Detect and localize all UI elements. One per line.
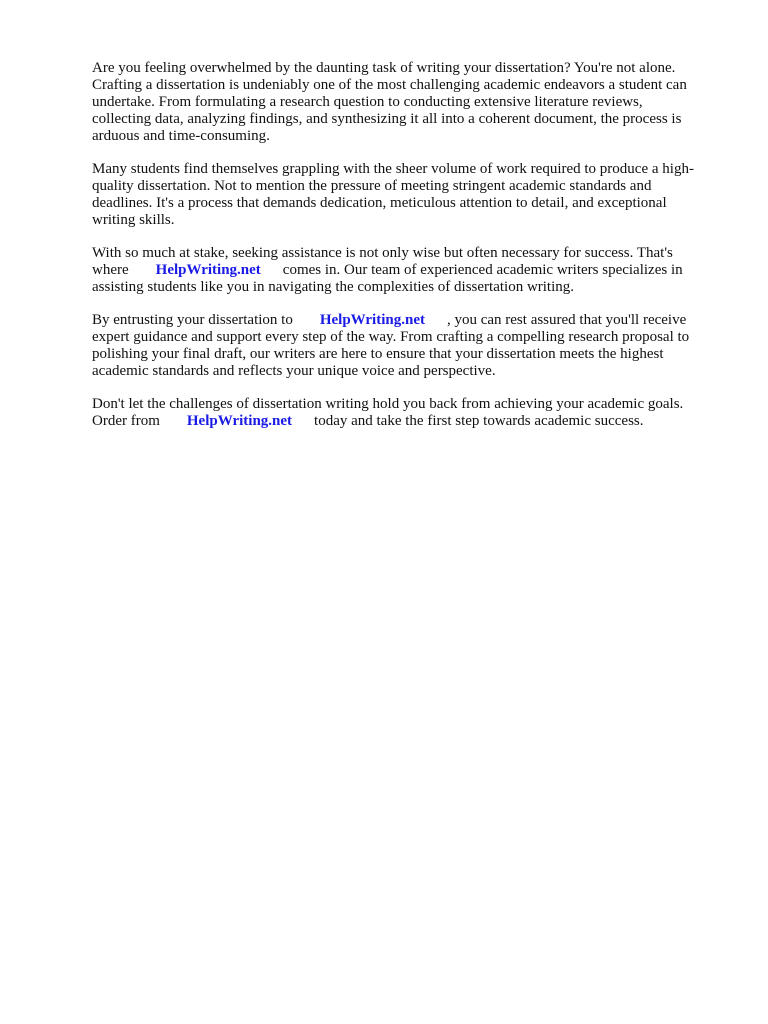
text-segment: By entrusting your dissertation to: [92, 312, 293, 328]
text-line: arduous and time-consuming.: [92, 128, 270, 144]
text-line: expert guidance and support every step of the way. From crafting a compelling research proposal to: [92, 329, 690, 345]
text-segment: , you can rest assured that you'll receive: [446, 312, 687, 328]
text-line: quality dissertation. Not to mention the pressure of meeting stringent academic standards and: [92, 178, 652, 194]
text-line: With so much at stake, seeking assistance is not only wise but often necessary for success. That's: [92, 245, 673, 261]
text-line: [92, 312, 722, 329]
text-segment: where: [92, 262, 129, 278]
paragraph-assistance: [92, 245, 722, 296]
text-line: Many students find themselves grappling with the sheer volume of work required to produce a high-: [92, 161, 694, 177]
text-line: Don't let the challenges of dissertation writing hold you back from achieving your academic goals.: [92, 396, 684, 412]
paragraph-entrust: [92, 312, 722, 380]
text-line: deadlines. It's a process that demands dedication, meticulous attention to detail, and exceptional: [92, 195, 667, 211]
text-line: assisting students like you in navigating the complexities of dissertation writing.: [92, 279, 575, 295]
text-line: undertake. From formulating a research question to conducting extensive literature reviews,: [92, 94, 643, 110]
text-segment: Order from: [92, 413, 160, 429]
text-line: academic standards and reflects your unique voice and perspective.: [92, 363, 496, 379]
text-line: writing skills.: [92, 212, 175, 228]
text-line: Are you feeling overwhelmed by the daunting task of writing your dissertation? You're not alone.: [92, 60, 676, 76]
text-line: polishing your final draft, our writers are here to ensure that your dissertation meets the highest: [92, 346, 664, 362]
helpwriting-link[interactable]: HelpWriting.net: [155, 262, 261, 278]
paragraph-closing: [92, 396, 722, 430]
text-line: collecting data, analyzing findings, and synthesizing it all into a coherent document, the process is: [92, 111, 682, 127]
text-line: Crafting a dissertation is undeniably one of the most challenging academic endeavors a student can: [92, 77, 687, 93]
paragraph-intro: [92, 60, 722, 145]
text-line: [92, 413, 722, 430]
text-segment: comes in. Our team of experienced academic writers specializes in: [282, 262, 683, 278]
paragraph-struggles: [92, 161, 722, 229]
helpwriting-link[interactable]: HelpWriting.net: [186, 413, 293, 429]
helpwriting-link[interactable]: HelpWriting.net: [319, 312, 425, 328]
text-segment: today and take the first step towards academic success.: [314, 413, 644, 429]
document-page: [92, 60, 722, 446]
text-line: [92, 262, 722, 279]
